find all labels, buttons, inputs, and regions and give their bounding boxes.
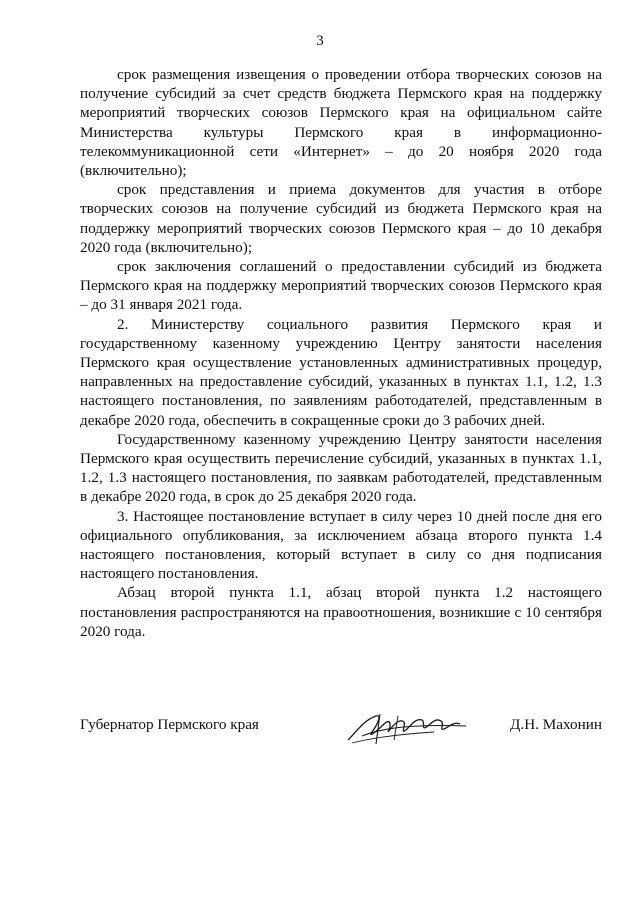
document-body — [80, 65, 602, 641]
handwritten-signature — [342, 710, 472, 748]
paragraph-agreements-deadline: срок заключения соглашений о предоставлении субсидий из бюджета Пермского края на поддержку мероприятий творческих союзов Пермского края – до 31 января 2021 года. — [80, 258, 602, 314]
page-number: 3 — [316, 33, 324, 49]
signatory-name: Д.Н. Махонин — [510, 716, 602, 733]
paragraph-item-3: 3. Настоящее постановление вступает в силу через 10 дней после дня его официального опубликования, за исключением абзаца второго пункта 1.4 настоящего постановления, который вступает в силу со дня подписания настоящего постановления. — [80, 507, 602, 583]
paragraph-item-3-retroactive: Абзац второй пункта 1.1, абзац второй пункта 1.2 настоящего постановления распространяются на правоотношения, возникшие с 10 сентября 2020 года. — [80, 584, 602, 640]
paragraph-item-2: 2. Министерству социального развития Пермского края и государственному казенному учреждению Центру занятости населения Пермского края осуществление установленных административных процедур, направленных на предоставление субсидий, указанных в пунктах 1.1, 1.2, 1.3 настоящего постановления, по заявлениям работодателей, представленным в декабре 2020 года, обеспечить в сокращенные сроки до 3 рабочих дней. — [80, 315, 602, 429]
paragraph-notice-deadline: срок размещения извещения о проведении отбора творческих союзов на получение субсидий за счет средств бюджета Пермского края на поддержку мероприятий творческих союзов Пермского края на официальном сайте Министерства культуры Пермского края в информационно-телекоммуникационной сети «Интернет» – до 20 ноября 2020 года (включительно); — [80, 66, 602, 180]
signature-block — [80, 710, 602, 750]
signatory-title: Губернатор Пермского края — [80, 716, 259, 733]
paragraph-item-2-transfer: Государственному казенному учреждению Центру занятости населения Пермского края осуществить перечисление субсидий, указанных в пунктах 1.1, 1.2, 1.3 настоящего постановления, по заявкам работодателей, представленным в декабре 2020 года, в срок до 25 декабря 2020 года. — [80, 430, 602, 506]
paragraph-documents-deadline: срок представления и приема документов для участия в отборе творческих союзов на получение субсидий из бюджета Пермского края на поддержку мероприятий творческих союзов Пермского края – до 10 декабря 2020 года (включительно); — [80, 181, 602, 256]
